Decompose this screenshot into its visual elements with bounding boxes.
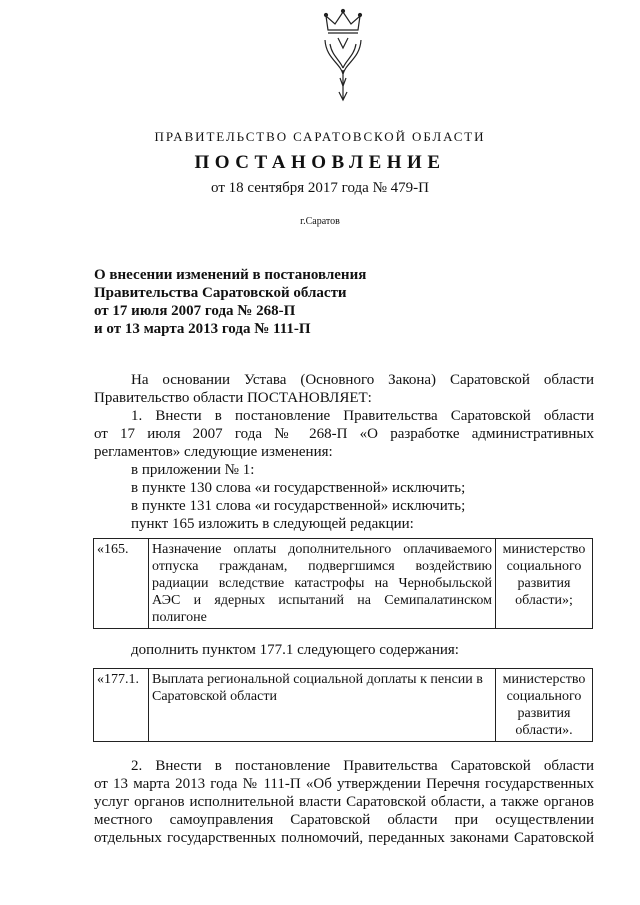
changes-list [94,461,594,533]
decree-date-number: от 18 сентября 2017 года № 479-П [211,180,429,196]
change-line: пункт 165 изложить в следующей редакции: [131,516,414,532]
item-2-line: услуг органов исполнительной власти Саратовской области, а также органов [94,794,594,810]
service-name: Назначение оплаты дополнительного оплачиваемого отпуска гражданам, подвергшимся воздействию радиации вследствие катастрофы на Чернобыльской АЭС и ядерных испытаний на Семипалатинском полигоне [149,539,496,629]
item-1-line: от 17 июля 2007 года № 268-П «О разработке административных [94,426,594,442]
item-2 [94,757,594,847]
city: г.Саратов [300,216,340,227]
preamble-line: На основании Устава (Основного Закона) Саратовской области [131,372,594,388]
responsible-agency: министерство социального развития области». [496,669,593,742]
subject-line: от 17 июля 2007 года № 268-П [94,303,296,319]
item-1-line: 1. Внести в постановление Правительства Саратовской области [131,408,594,424]
item-2-line: от 13 марта 2013 года № 111-П «Об утверждении Перечня государственных [94,776,594,792]
item-1-line: регламентов» следующие изменения: [94,444,333,460]
subject-line: О внесении изменений в постановления [94,267,367,283]
responsible-agency: министерство социального развития области»; [496,539,593,629]
document-type: ПОСТАНОВЛЕНИЕ [194,152,446,173]
decree-subject [94,266,366,338]
table-item-165 [93,538,593,629]
change-line: в пункте 130 слова «и государственной» исключить; [131,480,466,496]
item-2-line: 2. Внести в постановление Правительства Саратовской области [131,758,594,774]
government-name: ПРАВИТЕЛЬСТВО САРАТОВСКОЙ ОБЛАСТИ [154,129,486,144]
preamble-line: Правительство области ПОСТАНОВЛЯЕТ: [94,390,372,406]
preamble [94,371,594,407]
service-name: Выплата региональной социальной доплаты к пенсии в Саратовской области [149,669,496,742]
item-number: «177.1. [94,669,149,742]
addition-line [94,641,594,659]
item-1 [94,407,594,461]
addition-text: дополнить пунктом 177.1 следующего содержания: [131,642,459,658]
item-number: «165. [94,539,149,629]
subject-line: Правительства Саратовской области [94,285,347,301]
change-line: в приложении № 1: [131,462,255,478]
change-line: в пункте 131 слова «и государственной» исключить; [131,498,466,514]
table-row [94,669,593,742]
item-2-line: отдельных государственных полномочий, переданных законами Саратовской [94,830,594,846]
coat-of-arms-icon [318,8,368,108]
item-2-line: местного самоуправления Саратовской области при осуществлении [94,812,594,828]
table-row [94,539,593,629]
table-item-177-1 [93,668,593,742]
subject-line: и от 13 марта 2013 года № 111-П [94,321,311,337]
